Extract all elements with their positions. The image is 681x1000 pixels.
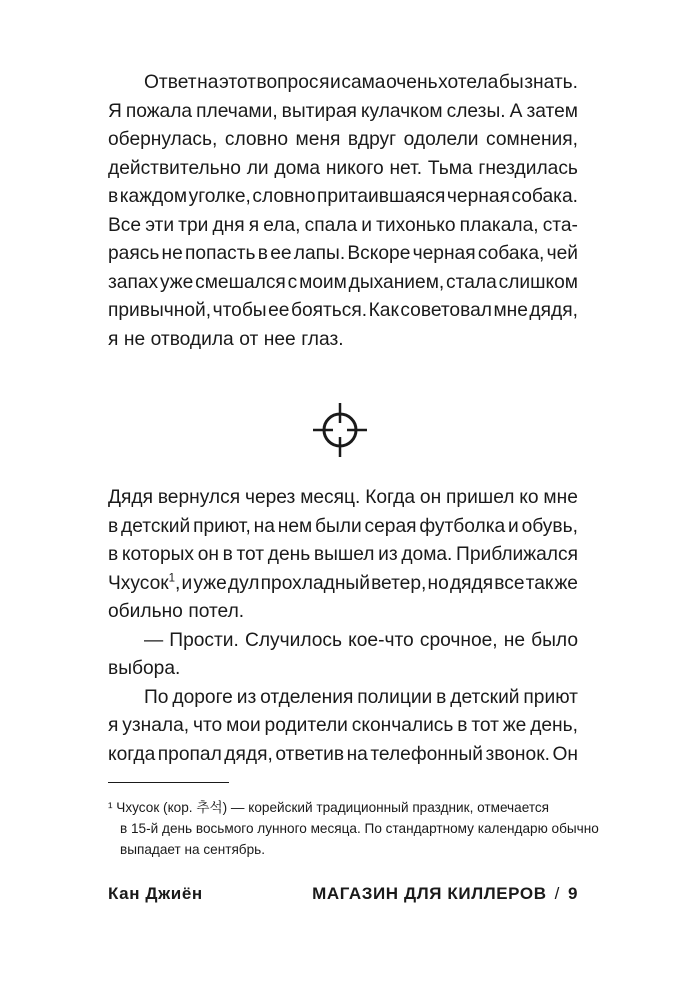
word: тот: [471, 715, 499, 736]
word: дядя,: [224, 743, 273, 765]
word: Ответ: [144, 72, 197, 93]
word: мне: [543, 487, 578, 508]
word: обильно: [108, 601, 183, 622]
word: прохладный: [260, 572, 370, 594]
word: дыханием,: [348, 271, 445, 293]
word: в: [108, 544, 119, 565]
word: кулачком: [360, 100, 443, 122]
word: детский: [121, 515, 191, 537]
word: плакала,: [459, 214, 539, 236]
text-line: [108, 598, 578, 627]
word: мне: [493, 300, 528, 321]
text-line: [108, 484, 578, 513]
word: уже: [159, 271, 194, 293]
word: дня: [212, 214, 245, 236]
page-footer: [108, 884, 578, 904]
word: Тьма: [427, 157, 473, 179]
word: действительно: [108, 157, 241, 179]
word: все: [494, 572, 525, 594]
word: родители: [264, 715, 348, 736]
word: и: [330, 72, 341, 93]
word: Все: [108, 214, 142, 236]
word: мои: [226, 715, 261, 736]
word: тихонько: [376, 214, 456, 236]
word: стала: [446, 271, 497, 293]
word: звонок.: [485, 743, 550, 765]
title-separator: /: [554, 884, 560, 903]
word: когда: [108, 743, 156, 765]
word: я: [319, 72, 330, 93]
word: притаившаяся: [317, 186, 446, 207]
word: срочное,: [419, 629, 498, 651]
word: смешался: [195, 271, 286, 293]
word: эти: [145, 214, 175, 236]
word: с: [287, 271, 298, 293]
word: в: [257, 243, 268, 264]
word: советовал: [400, 300, 492, 321]
paragraph-block-2: [108, 484, 578, 769]
word: пропал: [157, 743, 222, 765]
text-line: [108, 684, 578, 713]
word: тот: [236, 544, 265, 565]
word: чтобы: [212, 300, 267, 321]
word: я: [108, 328, 119, 350]
footnote-line: в 15-й день восьмого лунного месяца. По стандартному календарю обычно: [120, 821, 599, 836]
word: я: [248, 214, 260, 236]
word: уголке,: [188, 186, 251, 207]
word: из: [378, 544, 398, 565]
word: Вскоре: [347, 243, 411, 264]
word: выбора.: [108, 658, 181, 679]
text-line: [108, 126, 578, 155]
text-line: [108, 155, 578, 184]
word: были: [315, 515, 362, 537]
word: очень: [386, 72, 438, 93]
word: По: [144, 686, 169, 708]
word: на: [253, 515, 275, 537]
word: вдруг: [347, 129, 397, 150]
page-number: 9: [567, 884, 578, 903]
word: знать.: [524, 72, 578, 93]
footnote-divider: [108, 782, 229, 783]
word: вытирая: [281, 100, 357, 122]
word: он: [197, 544, 219, 565]
word: дороге: [172, 686, 233, 708]
word: плечами,: [196, 100, 278, 122]
word: Когда: [365, 487, 416, 508]
word: Случилось: [244, 629, 343, 651]
word: он: [419, 487, 442, 508]
word: словно: [252, 186, 316, 207]
word: не: [123, 328, 146, 350]
footnote: [108, 797, 599, 860]
running-title: [312, 884, 578, 904]
word: не: [161, 243, 183, 264]
word: гнездилась: [478, 157, 578, 179]
author-name: Кан Джиён: [108, 884, 203, 903]
text-line: [108, 98, 578, 127]
word: этот: [218, 72, 256, 93]
word: и: [181, 572, 193, 594]
word: не: [503, 629, 526, 651]
word: ветер,: [371, 572, 427, 594]
word: собака.: [511, 186, 578, 207]
text-line: [108, 655, 578, 684]
text-line: [108, 741, 578, 770]
word: так: [525, 572, 554, 594]
word: на: [346, 743, 368, 765]
word: было: [531, 629, 578, 651]
word: бы: [498, 72, 524, 93]
word: ли: [246, 157, 269, 179]
word: чей: [546, 243, 578, 264]
word: в: [108, 515, 119, 537]
word: раясь: [108, 243, 160, 264]
word: сомнения,: [486, 129, 578, 150]
word: но: [427, 572, 449, 594]
word: и: [361, 214, 372, 236]
word: телефонный: [370, 743, 483, 765]
word: лапы.: [293, 243, 346, 264]
word: которых: [121, 544, 195, 565]
text-line: [108, 183, 578, 212]
word: слишком: [498, 271, 578, 293]
word: день,: [530, 715, 578, 736]
word: слезы.: [446, 100, 506, 122]
text-line: [108, 240, 578, 269]
word: приют: [523, 686, 578, 708]
word: пришел: [446, 487, 515, 508]
word: же: [554, 572, 578, 594]
word: кое-что: [348, 629, 414, 651]
word: и: [508, 515, 519, 537]
word: словно: [224, 129, 289, 150]
word: нее: [263, 328, 296, 350]
word: три: [178, 214, 209, 236]
footnote-marker[interactable]: 1: [168, 572, 176, 585]
word: никого: [325, 157, 384, 179]
word: приют,: [193, 515, 251, 537]
word: обувь,: [521, 515, 578, 537]
word: полиции: [357, 686, 433, 708]
word: дул: [227, 572, 260, 594]
crosshair-icon: [312, 402, 368, 458]
text-line: [108, 326, 578, 355]
word: собака,: [477, 243, 545, 264]
word: сама: [341, 72, 386, 93]
word: Прости.: [169, 629, 239, 651]
word: через: [244, 487, 296, 508]
word: в: [457, 715, 468, 736]
word: Он: [552, 743, 578, 765]
word: в: [108, 186, 119, 207]
word: привычной,: [108, 300, 212, 321]
word: я: [108, 715, 119, 736]
word: месяц.: [300, 487, 361, 508]
word: вышел: [313, 544, 375, 565]
word: в: [436, 686, 447, 708]
word: ела,: [263, 214, 301, 236]
word: от: [239, 328, 259, 350]
text-line: [108, 513, 578, 542]
book-title: МАГАЗИН ДЛЯ КИЛЛЕРОВ: [312, 884, 547, 903]
word: ответив: [275, 743, 345, 765]
word: черная: [446, 186, 510, 207]
word: затем: [526, 100, 578, 122]
word: Я: [108, 100, 122, 122]
text-line: [108, 570, 578, 599]
word: обернулась,: [108, 129, 218, 150]
text-line: [108, 627, 578, 656]
text-line: [108, 269, 578, 298]
word: дядя: [449, 572, 494, 594]
footnote-line: ¹ Чхусок (кор. 추석) — корейский традиционный праздник, отмечается: [108, 800, 550, 815]
word: А: [509, 100, 523, 122]
word: же: [502, 715, 527, 736]
word: ста-: [542, 214, 578, 236]
word: потел.: [188, 601, 245, 622]
word: хотела: [438, 72, 499, 93]
text-line: [108, 212, 578, 241]
word: дома.: [401, 544, 453, 565]
word: отводила: [150, 328, 234, 350]
word: моим: [299, 271, 347, 293]
footnote-line: выпадает на сентябрь.: [120, 842, 266, 857]
text-line: [108, 297, 578, 326]
word: вернулся: [157, 487, 241, 508]
word: каждом: [119, 186, 188, 207]
word: ее: [268, 300, 290, 321]
word: нет.: [389, 157, 423, 179]
text-line: [108, 712, 578, 741]
word: пожала: [125, 100, 193, 122]
word: запах: [108, 271, 159, 293]
word: в: [222, 544, 233, 565]
word: Как: [368, 300, 399, 321]
word: дядя,: [529, 300, 578, 321]
word: глаз.: [301, 328, 344, 350]
text-line: [108, 541, 578, 570]
word: Чхусок$^1$,: [108, 572, 181, 594]
word: скончались: [351, 715, 454, 736]
word: Дядя: [108, 487, 153, 508]
word: одолели: [403, 129, 479, 150]
word: футболка: [419, 515, 506, 537]
paragraph-block-1: [108, 69, 578, 354]
word: узнала,: [122, 715, 190, 736]
word: серая: [364, 515, 417, 537]
word: из: [236, 686, 257, 708]
word: день: [267, 544, 311, 565]
word: попасть: [185, 243, 256, 264]
word: дома: [274, 157, 321, 179]
word: на: [197, 72, 219, 93]
word: черная: [412, 243, 476, 264]
word: что: [192, 715, 223, 736]
word: спала: [304, 214, 358, 236]
word: ко: [519, 487, 539, 508]
word: отделения: [260, 686, 354, 708]
word: уже: [193, 572, 227, 594]
word: детский: [450, 686, 520, 708]
text-line: [108, 69, 578, 98]
word: —: [144, 629, 164, 651]
word: нем: [277, 515, 313, 537]
word: Приближался: [456, 544, 578, 565]
word: меня: [295, 129, 341, 150]
word: бояться.: [290, 300, 368, 321]
word: ее: [270, 243, 292, 264]
word: вопрос: [256, 72, 319, 93]
